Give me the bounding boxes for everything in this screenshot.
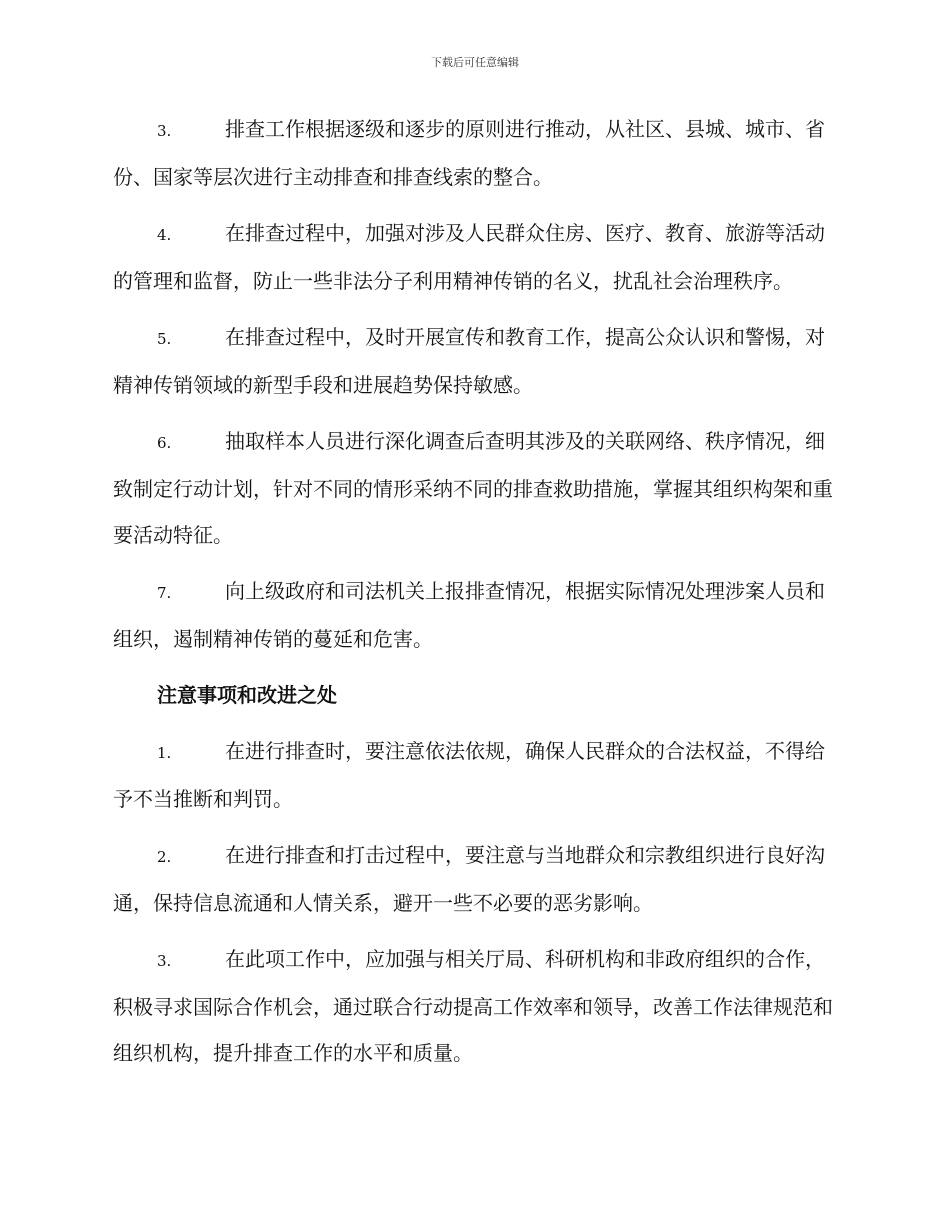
item-text: 在进行排查和打击过程中，要注意与当地群众和宗教组织进行良好沟通，保持信息流通和人情关系，避开一些不必要的恶劣影响。	[113, 843, 825, 915]
list-item	[113, 936, 835, 1076]
item-text: 排查工作根据逐级和逐步的原则进行推动，从社区、县城、城市、省份、国家等层次进行主动排查和排查线索的整合。	[113, 117, 825, 189]
item-number: 1.	[157, 744, 172, 762]
item-text: 在排查过程中，及时开展宣传和教育工作，提高公众认识和警惕，对精神传销领域的新型手段和进展趋势保持敏感。	[113, 325, 825, 397]
list-item	[113, 418, 835, 558]
section-heading: 注意事项和改进之处	[157, 683, 337, 707]
item-number: 3.	[157, 122, 172, 140]
item-number: 4.	[157, 226, 172, 244]
item-text: 抽取样本人员进行深化调查后查明其涉及的关联网络、秩序情况，细致制定行动计划，针对不同的情形采纳不同的排查救助措施，掌握其组织构架和重要活动特征。	[113, 429, 833, 547]
item-text: 在进行排查时，要注意依法依规，确保人民群众的合法权益，不得给予不当推断和判罚。	[113, 739, 825, 811]
header-note: 下载后可任意编辑	[431, 56, 519, 69]
item-number: 5.	[157, 330, 172, 348]
item-text: 向上级政府和司法机关上报排查情况，根据实际情况处理涉案人员和组织，遏制精神传销的蔓延和危害。	[113, 579, 825, 651]
document-body	[113, 106, 835, 1086]
list-item	[113, 210, 835, 304]
item-number: 7.	[157, 584, 172, 602]
list-item	[113, 832, 835, 926]
item-number: 2.	[157, 848, 172, 866]
list-item	[113, 314, 835, 408]
list-item	[113, 568, 835, 662]
item-text: 在此项工作中，应加强与相关厅局、科研机构和非政府组织的合作，积极寻求国际合作机会，通过联合行动提高工作效率和领导，改善工作法律规范和组织机构，提升排查工作的水平和质量。	[113, 947, 833, 1065]
list-item	[113, 106, 835, 200]
item-text: 在排查过程中，加强对涉及人民群众住房、医疗、教育、旅游等活动的管理和监督，防止一些非法分子利用精神传销的名义，扰乱社会治理秩序。	[113, 221, 825, 293]
list-item	[113, 728, 835, 822]
item-number: 3.	[157, 952, 172, 970]
item-number: 6.	[157, 434, 172, 452]
